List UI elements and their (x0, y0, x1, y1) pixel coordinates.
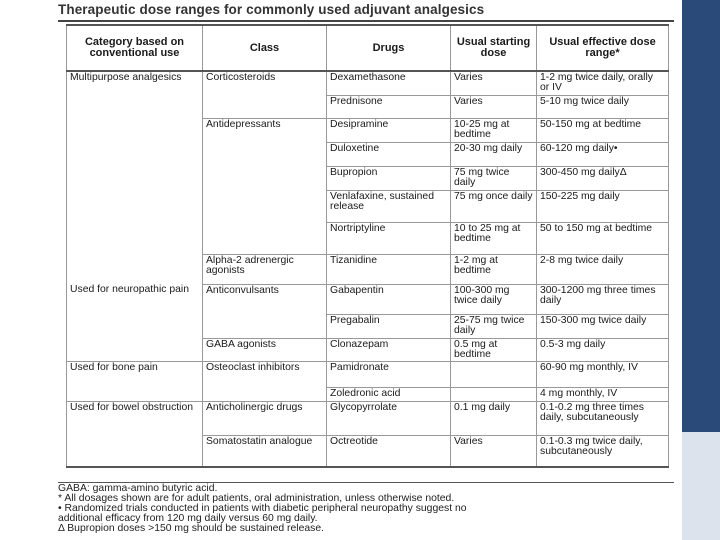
cell-effective-dose: 300-450 mg dailyΔ (537, 166, 669, 190)
cell-starting-dose: 20-30 mg daily (451, 142, 537, 166)
cell-drug: Glycopyrrolate (327, 401, 451, 435)
cell-category: Used for bone pain (67, 361, 203, 387)
cell-category (67, 95, 203, 118)
cell-drug: Gabapentin (327, 284, 451, 314)
cell-class (203, 387, 327, 401)
cell-starting-dose: 25-75 mg twice daily (451, 314, 537, 338)
cell-starting-dose: 75 mg twice daily (451, 166, 537, 190)
table-row (67, 142, 669, 166)
cell-effective-dose: 60-120 mg daily• (537, 142, 669, 166)
cell-effective-dose: 50-150 mg at bedtime (537, 118, 669, 142)
dose-table (66, 24, 669, 468)
title-divider (58, 20, 674, 22)
cell-effective-dose: 4 mg monthly, IV (537, 387, 669, 401)
cell-effective-dose: 300-1200 mg three times daily (537, 284, 669, 314)
footnote-line: • Randomized trials conducted in patients with diabetic peripheral neuropathy suggest no (58, 503, 467, 514)
cell-starting-dose: Varies (451, 95, 537, 118)
table-row (67, 435, 669, 467)
sidebar-accent-light (682, 432, 720, 540)
cell-class: Anticonvulsants (203, 284, 327, 314)
cell-drug: Desipramine (327, 118, 451, 142)
cell-drug: Zoledronic acid (327, 387, 451, 401)
cell-category: Used for bowel obstruction (67, 401, 203, 435)
cell-effective-dose: 60-90 mg monthly, IV (537, 361, 669, 387)
cell-class (203, 166, 327, 190)
cell-drug: Clonazepam (327, 338, 451, 361)
cell-class: Corticosteroids (203, 71, 327, 95)
cell-class: Somatostatin analogue (203, 435, 327, 467)
cell-class (203, 314, 327, 338)
cell-starting-dose: 10 to 25 mg at bedtime (451, 222, 537, 254)
table-title: Therapeutic dose ranges for commonly used adjuvant analgesics (58, 2, 485, 17)
cell-drug: Prednisone (327, 95, 451, 118)
header-class: Class (203, 25, 327, 71)
cell-class (203, 222, 327, 254)
cell-drug: Pamidronate (327, 361, 451, 387)
footnote-line: * All dosages shown are for adult patients, oral administration, unless otherwise noted. (58, 493, 455, 504)
cell-class: Alpha-2 adrenergic agonists (203, 254, 327, 284)
table-row (67, 190, 669, 222)
cell-effective-dose: 2-8 mg twice daily (537, 254, 669, 284)
header-effective-dose: Usual effective dose range* (537, 25, 669, 71)
cell-category (67, 387, 203, 401)
cell-starting-dose: Varies (451, 435, 537, 467)
cell-effective-dose: 5-10 mg twice daily (537, 95, 669, 118)
table-row (67, 222, 669, 254)
cell-category (67, 118, 203, 142)
cell-starting-dose (451, 387, 537, 401)
cell-drug: Duloxetine (327, 142, 451, 166)
table-row (67, 118, 669, 142)
cell-category (67, 338, 203, 361)
cell-starting-dose: 1-2 mg at bedtime (451, 254, 537, 284)
cell-starting-dose: 0.1 mg daily (451, 401, 537, 435)
cell-category (67, 142, 203, 166)
cell-drug: Nortriptyline (327, 222, 451, 254)
cell-category: Multipurpose analgesics (67, 71, 203, 95)
table-row (67, 166, 669, 190)
table-row (67, 95, 669, 118)
table-header-row (67, 25, 669, 71)
cell-class: Anticholinergic drugs (203, 401, 327, 435)
cell-class: GABA agonists (203, 338, 327, 361)
header-category: Category based on conventional use (67, 25, 203, 71)
header-starting-dose: Usual starting dose (451, 25, 537, 71)
table-row (67, 401, 669, 435)
sidebar-accent-dark (682, 0, 720, 432)
cell-category (67, 314, 203, 338)
cell-category: Used for neuropathic pain (67, 284, 203, 314)
cell-effective-dose: 1-2 mg twice daily, orally or IV (537, 71, 669, 95)
cell-effective-dose: 50 to 150 mg at bedtime (537, 222, 669, 254)
table-row (67, 361, 669, 387)
cell-starting-dose (451, 361, 537, 387)
cell-class: Osteoclast inhibitors (203, 361, 327, 387)
cell-effective-dose: 0.5-3 mg daily (537, 338, 669, 361)
cell-class (203, 95, 327, 118)
cell-drug: Pregabalin (327, 314, 451, 338)
cell-effective-dose: 150-225 mg daily (537, 190, 669, 222)
cell-category (67, 166, 203, 190)
cell-drug: Dexamethasone (327, 71, 451, 95)
cell-category (67, 435, 203, 467)
footnotes (58, 484, 658, 534)
footnote-line: GABA: gamma-amino butyric acid. (58, 483, 218, 494)
cell-starting-dose: 10-25 mg at bedtime (451, 118, 537, 142)
cell-class (203, 142, 327, 166)
cell-starting-dose: Varies (451, 71, 537, 95)
table-row (67, 284, 669, 314)
table-row (67, 338, 669, 361)
cell-drug: Bupropion (327, 166, 451, 190)
cell-category (67, 254, 203, 284)
cell-class: Antidepressants (203, 118, 327, 142)
cell-category (67, 190, 203, 222)
table-row (67, 314, 669, 338)
cell-effective-dose: 0.1-0.3 mg twice daily, subcutaneously (537, 435, 669, 467)
cell-category (67, 222, 203, 254)
table-row (67, 387, 669, 401)
footnote-line: Δ Bupropion doses >150 mg should be sustained release. (58, 523, 325, 534)
footnote-line: additional efficacy from 120 mg daily versus 60 mg daily. (58, 513, 318, 524)
cell-starting-dose: 100-300 mg twice daily (451, 284, 537, 314)
cell-starting-dose: 75 mg once daily (451, 190, 537, 222)
cell-drug: Venlafaxine, sustained release (327, 190, 451, 222)
cell-drug: Tizanidine (327, 254, 451, 284)
cell-effective-dose: 150-300 mg twice daily (537, 314, 669, 338)
header-drugs: Drugs (327, 25, 451, 71)
cell-starting-dose: 0.5 mg at bedtime (451, 338, 537, 361)
table-row (67, 254, 669, 284)
table-row (67, 71, 669, 95)
cell-drug: Octreotide (327, 435, 451, 467)
cell-effective-dose: 0.1-0.2 mg three times daily, subcutaneously (537, 401, 669, 435)
cell-class (203, 190, 327, 222)
